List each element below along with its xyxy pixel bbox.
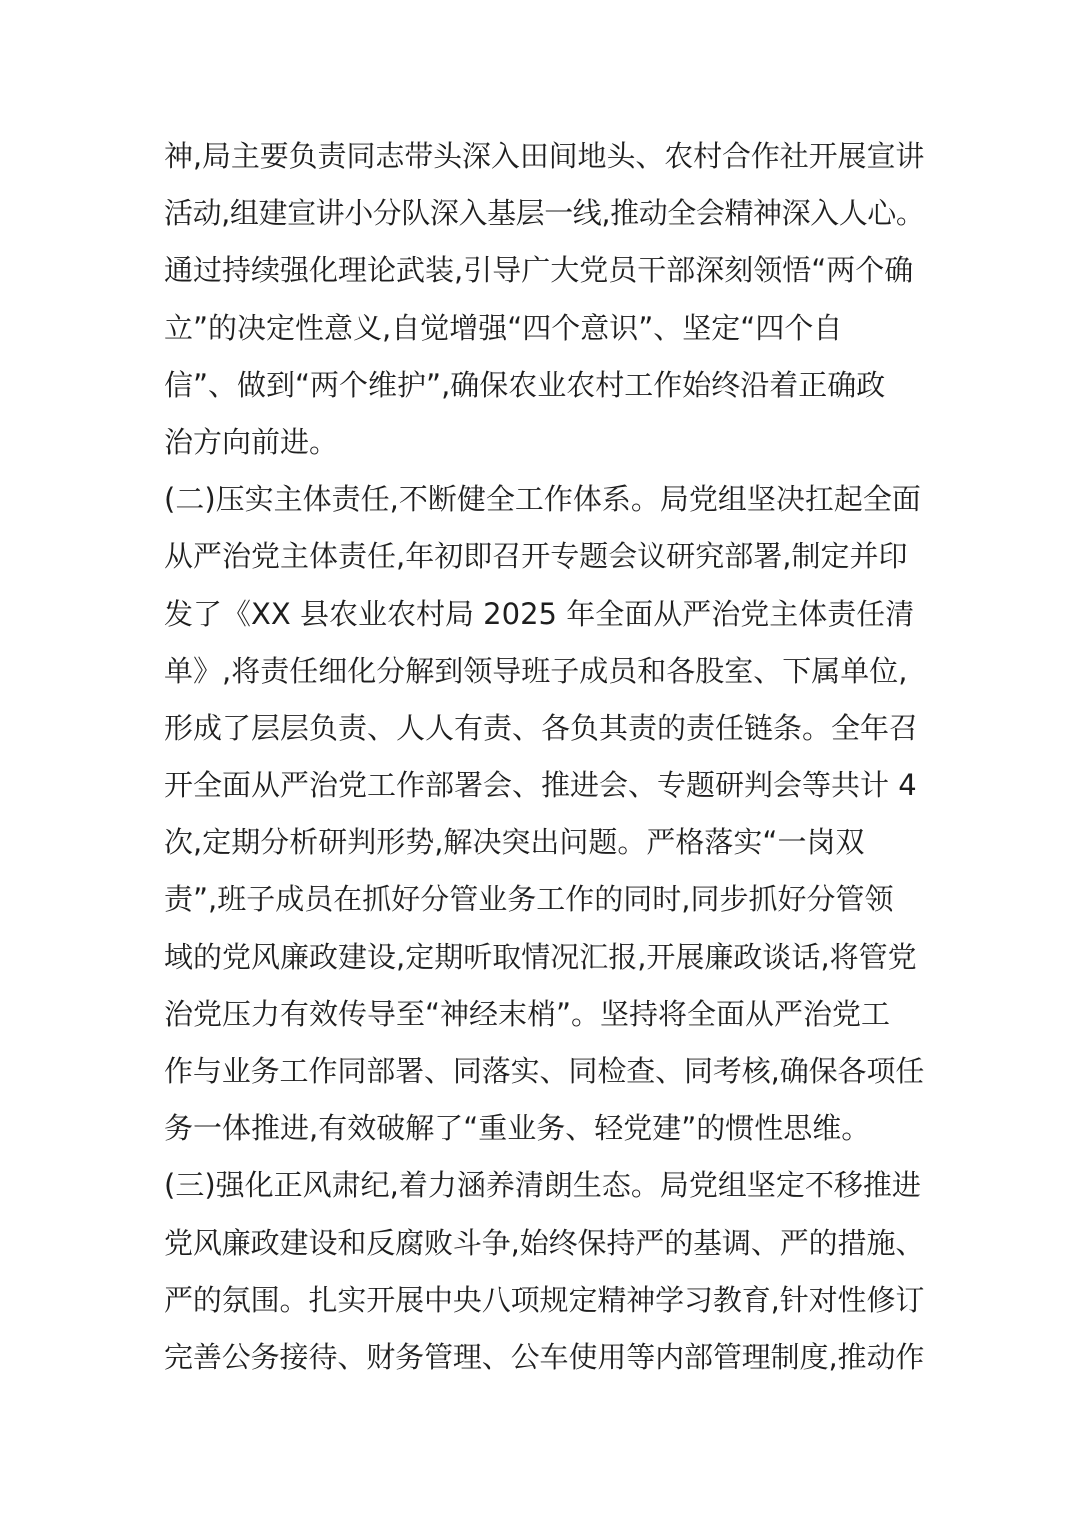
text-line: 从严治党主体责任,年初即召开专题会议研究部署,制定并印 [164,539,908,574]
section-heading-line: (二)压实主体责任,不断健全工作体系。局党组坚决扛起全面 [164,482,921,517]
text-line: 治党压力有效传导至“神经末梢”。坚持将全面从严治党工 [164,996,891,1031]
text-line: 完善公务接待、财务管理、公车使用等内部管理制度,推动作 [164,1339,925,1374]
text-line: 信”、做到“两个维护”,确保农业农村工作始终沿着正确政 [164,367,886,402]
text-line: 通过持续强化理论武装,引导广大党员干部深刻领悟“两个确 [164,253,914,288]
text-line: 活动,组建宣讲小分队深入基层一线,推动全会精神深入人心。 [164,196,925,231]
document-body [164,128,924,1386]
text-line: 域的党风廉政建设,定期听取情况汇报,开展廉政谈话,将管党 [164,939,917,974]
text-line: 严的氛围。扎实开展中央八项规定精神学习教育,针对性修订 [164,1282,925,1317]
text-line: 单》,将责任细化分解到领导班子成员和各股室、下属单位, [164,653,908,688]
text-line: 作与业务工作同部署、同落实、同检查、同考核,确保各项任 [164,1054,925,1088]
text-line: 治方向前进。 [164,424,339,459]
text-line: 形成了层层负责、人人有责、各负其责的责任链条。全年召 [164,710,919,745]
section-heading-line: (三)强化正风肃纪,着力涵养清朗生态。局党组坚定不移推进 [164,1168,921,1203]
text-line: 发了《XX 县农业农村局 2025 年全面从严治党主体责任清 [164,596,915,631]
text-line: 党风廉政建设和反腐败斗争,始终保持严的基调、严的措施、 [164,1225,925,1260]
text-line: 次,定期分析研判形势,解决突出问题。严格落实“一岗双 [164,825,865,860]
text-line: 开全面从严治党工作部署会、推进会、专题研判会等共计 4 [164,768,917,803]
text-line: 神,局主要负责同志带头深入田间地头、农村合作社开展宣讲 [164,139,925,173]
text-line: 责”,班子成员在抓好分管业务工作的同时,同步抓好分管领 [164,882,894,917]
text-line: 务一体推进,有效破解了“重业务、轻党建”的惯性思维。 [164,1111,871,1146]
text-line: 立”的决定性意义,自觉增强“四个意识”、坚定“四个自 [164,310,843,345]
